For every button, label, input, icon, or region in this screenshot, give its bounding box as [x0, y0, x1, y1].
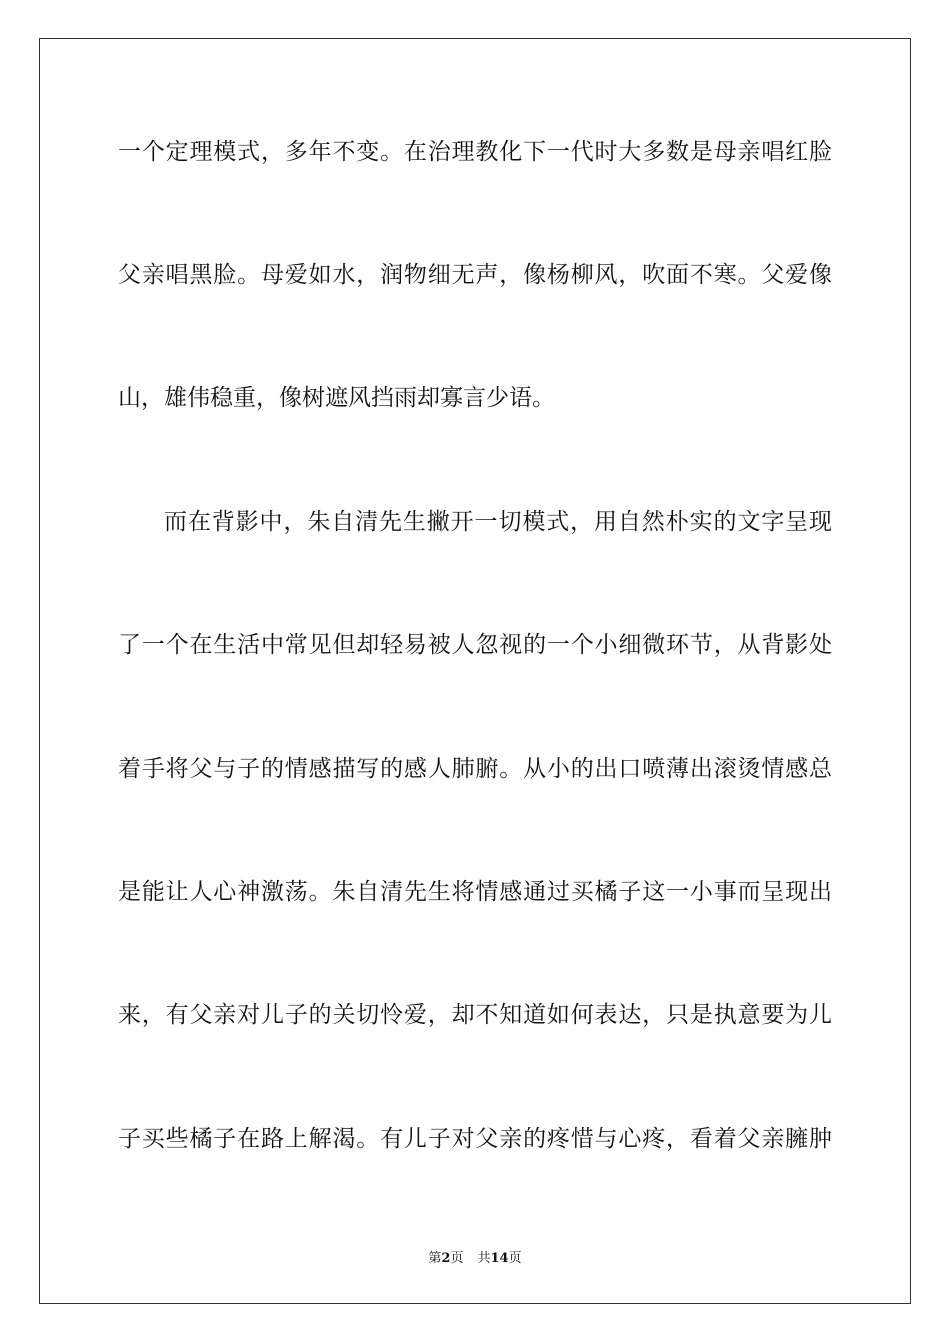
- body-line-3: 山，雄伟稳重，像树遮风挡雨却寡言少语。: [118, 385, 555, 411]
- total-pages: 14: [490, 1251, 509, 1266]
- page-prefix: 第: [428, 1251, 442, 1266]
- body-line-5: 了一个在生活中常见但却轻易被人忽视的一个小细微环节，从背影处: [118, 632, 832, 658]
- page-footer: [0, 1247, 950, 1266]
- body-line-8: 来，有父亲对儿子的关切怜爱，却不知道如何表达，只是执意要为儿: [118, 1002, 832, 1028]
- body-line-1: 一个定理模式，多年不变。在治理教化下一代时大多数是母亲唱红脸: [118, 139, 832, 165]
- body-line-6: 着手将父与子的情感描写的感人肺腑。从小的出口喷薄出滚烫情感总: [118, 756, 832, 782]
- page-suffix: 页: [450, 1251, 464, 1266]
- total-suffix: 页: [508, 1251, 522, 1266]
- page-number: 2: [441, 1251, 451, 1266]
- body-line-2: 父亲唱黑脸。母爱如水，润物细无声，像杨柳风，吹面不寒。父爱像: [118, 262, 832, 288]
- body-line-9: 子买些橘子在路上解渴。有儿子对父亲的疼惜与心疼，看着父亲臃肿: [118, 1126, 832, 1152]
- body-line-4: 而在背影中，朱自清先生撇开一切模式，用自然朴实的文字呈现: [164, 509, 832, 535]
- page-border: [39, 38, 911, 1304]
- body-line-7: 是能让人心神激荡。朱自清先生将情感通过买橘子这一小事而呈现出: [118, 879, 832, 905]
- total-prefix: 共: [477, 1251, 491, 1266]
